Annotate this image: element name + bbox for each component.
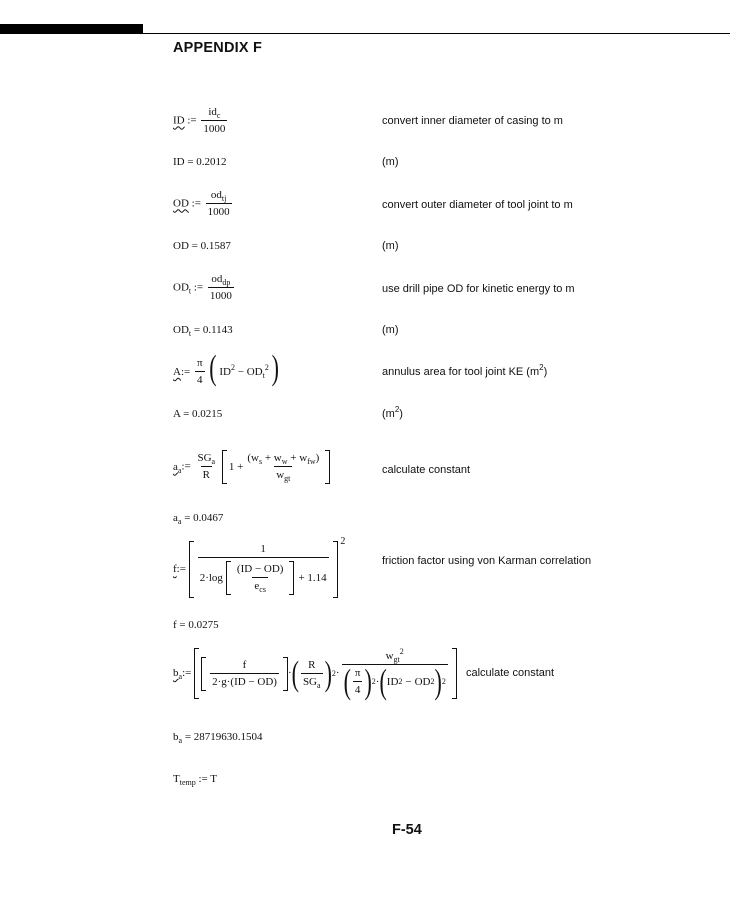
dot-op: · bbox=[375, 675, 380, 688]
area-lhs: A bbox=[173, 366, 181, 378]
area-unit bbox=[382, 405, 403, 420]
assign-op: := bbox=[193, 281, 204, 294]
ba-definition bbox=[173, 647, 457, 702]
id-num: id bbox=[208, 106, 217, 118]
paren-close: ) bbox=[364, 661, 372, 702]
pi-over-4 bbox=[353, 668, 363, 696]
dot-op: · bbox=[287, 667, 292, 679]
aa-res-base: a bbox=[173, 512, 178, 524]
ba-sg: SG bbox=[302, 675, 317, 688]
idod-over-ecs bbox=[235, 564, 286, 592]
area-definition bbox=[173, 347, 279, 388]
paren-open: ( bbox=[379, 661, 387, 702]
f-outer-bracket bbox=[189, 541, 338, 598]
area-desc-close: ) bbox=[543, 366, 548, 378]
od-result: OD = 0.1587 bbox=[173, 240, 231, 252]
id-result: ID = 0.2012 bbox=[173, 156, 227, 168]
ba-result bbox=[173, 732, 263, 743]
ba-inner-bracket bbox=[201, 657, 288, 691]
od-num-sub: tj bbox=[221, 194, 227, 203]
odt-fraction bbox=[208, 274, 234, 302]
log-bracket bbox=[226, 561, 295, 595]
header-black-bar bbox=[0, 24, 143, 34]
assign-op: := bbox=[181, 460, 191, 473]
sg-sub: a bbox=[211, 457, 216, 466]
r: R bbox=[201, 466, 212, 481]
wfw-sub: fw bbox=[307, 457, 316, 466]
f-description: friction factor using von Karman correlation bbox=[382, 555, 592, 567]
ttemp-sub: temp bbox=[179, 778, 196, 787]
odt-unit: (m) bbox=[382, 324, 399, 336]
ecs: e bbox=[254, 580, 260, 592]
ba-description: calculate constant bbox=[466, 667, 555, 679]
exp: 2 bbox=[399, 647, 404, 656]
area-id: ID bbox=[219, 366, 231, 378]
f-outer-exp: 2 bbox=[340, 536, 346, 548]
odt-den: 1000 bbox=[208, 287, 234, 302]
aa-bracket bbox=[222, 450, 330, 484]
assign-op: := bbox=[187, 114, 197, 127]
minus-op: − bbox=[405, 675, 412, 688]
ttemp-value: := T bbox=[198, 773, 218, 785]
wgt: w bbox=[276, 469, 285, 481]
area-unit-sup: 2 bbox=[394, 405, 400, 414]
paren-close: ) bbox=[324, 652, 332, 693]
f-definition bbox=[173, 536, 346, 598]
ws-sub: s bbox=[258, 457, 263, 466]
f-over-2g bbox=[210, 660, 279, 688]
paren-close: ) bbox=[271, 347, 279, 388]
aa-res-value: = 0.0467 bbox=[184, 512, 224, 524]
four: 4 bbox=[195, 371, 205, 386]
od-num: od bbox=[210, 189, 222, 201]
wfw: w bbox=[299, 452, 308, 464]
paren-open: ( bbox=[209, 347, 217, 388]
odt-res-base: OD bbox=[173, 324, 189, 336]
weights-fraction: $\frac{(w_s + w_w + w_{fw})}{w_{gt}}$ bbox=[247, 452, 320, 483]
aa-result bbox=[173, 513, 223, 524]
ww: w bbox=[273, 452, 282, 464]
paren-open: ( bbox=[343, 661, 351, 702]
ttemp-definition bbox=[173, 774, 217, 785]
pi-symbol: π bbox=[196, 357, 203, 370]
ba-wgt: w bbox=[385, 650, 394, 662]
ttemp-base: T bbox=[173, 773, 180, 785]
ba-outer-bracket: $\frac{f}{2\cdot g\cdot(ID - OD)}$ · ( $\frac{R}{SG_a}$ ) 2 · $w_{gt}^2$ ( $\frac{\pi}{4}$ ) 2 · ( ID 2 − OD 2 ) 2 bbox=[194, 648, 457, 699]
ba-r: R bbox=[308, 658, 316, 671]
dot-op: · bbox=[335, 667, 340, 679]
paren-open: ( bbox=[291, 652, 299, 693]
odt-num: od bbox=[211, 273, 223, 285]
assign-op: := bbox=[191, 197, 201, 210]
ba-id: ID bbox=[386, 675, 399, 688]
plus-114: + 1.14 bbox=[298, 571, 327, 584]
wgt-sub: gt bbox=[284, 474, 291, 483]
assign-op: := bbox=[176, 563, 186, 576]
area-unit-text: (m bbox=[382, 408, 395, 420]
id-lhs: ID bbox=[173, 114, 185, 127]
od-definition bbox=[173, 190, 234, 218]
odt-res-sub: t bbox=[188, 329, 192, 338]
ba-wgt-sub: gt bbox=[393, 655, 400, 664]
plus-op: + bbox=[264, 452, 272, 464]
area-od: OD bbox=[246, 366, 263, 378]
id-unit: (m) bbox=[382, 156, 399, 168]
odt-res-value: = 0.1143 bbox=[193, 324, 233, 336]
aa-res-sub: a bbox=[177, 517, 182, 526]
paren-close: ) bbox=[434, 661, 442, 702]
ba-den1: 2·g·(ID − OD) bbox=[210, 673, 279, 688]
aa-lhs-base: a bbox=[173, 460, 178, 473]
ba-lhs-base: b bbox=[173, 667, 179, 680]
od-lhs: OD bbox=[173, 197, 189, 210]
id-num-sub: c bbox=[216, 111, 221, 120]
area-desc-sup: 2 bbox=[539, 363, 544, 372]
appendix-title: APPENDIX F bbox=[173, 40, 263, 56]
assign-op: := bbox=[182, 667, 192, 680]
ba-od: OD bbox=[414, 675, 431, 688]
aa-definition bbox=[173, 450, 330, 484]
r-over-sg bbox=[301, 660, 323, 688]
ba-sg-sub: a bbox=[317, 680, 321, 690]
area-result: A = 0.0215 bbox=[173, 408, 223, 420]
od-description: convert outer diameter of tool joint to m bbox=[382, 199, 573, 211]
f-lhs: f bbox=[173, 563, 177, 576]
area-description bbox=[382, 363, 548, 378]
aa-description: calculate constant bbox=[382, 464, 471, 476]
exp: 2 bbox=[230, 363, 235, 372]
odt-num-sub: dp bbox=[222, 278, 231, 287]
assign-op: := bbox=[180, 366, 191, 378]
idod: (ID − OD) bbox=[236, 563, 284, 575]
od-fraction bbox=[206, 190, 232, 218]
id-den: 1000 bbox=[201, 120, 227, 135]
f-one: 1 bbox=[260, 543, 266, 555]
one-plus: 1 + bbox=[228, 460, 244, 473]
odt-description: use drill pipe OD for kinetic energy to m bbox=[382, 283, 575, 295]
f-fraction bbox=[198, 544, 329, 595]
aa-lhs-sub: a bbox=[177, 465, 182, 475]
wgt-over-area: $w_{gt}^2$ ( $\frac{\pi}{4}$ ) 2 · ( ID 2 − OD 2 ) 2 bbox=[343, 647, 446, 702]
ba-res-sub: a bbox=[178, 736, 183, 745]
sg-over-r bbox=[195, 453, 217, 481]
area-od-sub: t bbox=[262, 371, 265, 380]
f-result: f = 0.0275 bbox=[173, 619, 219, 631]
id-fraction bbox=[201, 107, 227, 135]
pi-over-4 bbox=[195, 358, 205, 386]
ba-res-base: b bbox=[173, 731, 179, 743]
id-definition bbox=[173, 107, 229, 135]
header-rule bbox=[143, 33, 730, 34]
pi-symbol: π bbox=[354, 667, 361, 679]
area-desc-text: annulus area for tool joint KE (m bbox=[382, 366, 540, 378]
ba-lhs-sub: a bbox=[178, 672, 183, 682]
od-unit: (m) bbox=[382, 240, 399, 252]
sg: SG bbox=[197, 452, 212, 464]
exp: 2 bbox=[264, 363, 269, 372]
two-log: 2·log bbox=[199, 571, 223, 584]
od-den: 1000 bbox=[206, 203, 232, 218]
ba-f: f bbox=[242, 658, 247, 671]
ws: w bbox=[250, 452, 259, 464]
plus-op: + bbox=[290, 452, 297, 464]
page-number: F-54 bbox=[392, 822, 422, 838]
ba-res-value: = 28719630.1504 bbox=[184, 731, 263, 743]
ba-lhs bbox=[173, 667, 183, 682]
minus-op: − bbox=[237, 366, 244, 378]
area-unit-close: ) bbox=[399, 408, 403, 420]
odt-definition bbox=[173, 274, 236, 302]
ecs-sub: cs bbox=[259, 585, 266, 594]
odt-lhs: OD bbox=[173, 281, 189, 294]
ww-sub: w bbox=[281, 457, 288, 466]
four: 4 bbox=[353, 681, 363, 696]
odt-lhs-sub: t bbox=[188, 286, 192, 296]
id-description: convert inner diameter of casing to m bbox=[382, 115, 563, 127]
odt-result bbox=[173, 325, 233, 336]
